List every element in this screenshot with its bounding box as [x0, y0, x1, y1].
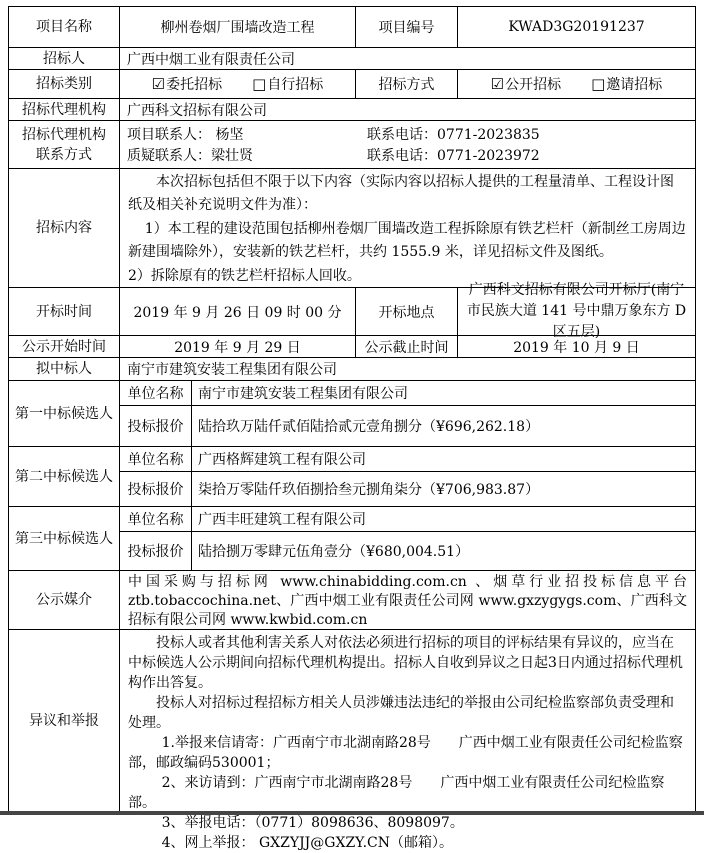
project-no-value: KWAD3G20191237: [457, 7, 695, 47]
project-name-label: 项目名称: [36, 19, 92, 35]
bid-price-label: 投标报价: [120, 532, 192, 570]
row-publicity-media: [9, 570, 695, 629]
category-option-label: 委托招标: [166, 77, 223, 93]
method-option-label: 邀请招标: [606, 77, 663, 93]
objection-value: [119, 630, 695, 851]
row-publicity: [9, 335, 695, 357]
candidate-3-price-row: [120, 531, 695, 570]
row-candidate-1: [9, 380, 695, 446]
publicity-start-label: 公示开始时间: [22, 338, 106, 355]
candidate-2-details: [119, 447, 695, 506]
publicity-media-label: 公示媒介: [36, 592, 92, 608]
opening-time-value: 2019 年 9 月 26 日 09 时 00 分: [119, 288, 355, 335]
row-tenderee: [9, 47, 695, 69]
row-candidate-3: [9, 506, 695, 570]
candidate-3-rank: 第三中标候选人: [15, 530, 113, 547]
row-candidate-2: [9, 446, 695, 506]
candidate-1-rank: 第一中标候选人: [15, 405, 113, 422]
unit-name-label: 单位名称: [120, 507, 192, 531]
tender-content-para3: 2）拆除原有的铁艺栏杆招标人回收。: [128, 267, 361, 284]
row-agency-contact: [9, 120, 695, 168]
publicity-end-label: 公示截止时间: [355, 336, 457, 357]
row-project: [9, 7, 695, 47]
objection-para1: 投标人或者其他利害关系人对依法必须进行招标的项目的评标结果有异议的，应当在中标候选人公示期间向招标代理机构提出。招标人自收到异议之日起3日内通过招标代理机构作出答复。: [128, 635, 683, 691]
row-bid-opening: [9, 282, 695, 340]
publicity-end-value: 2019 年 10 月 9 日: [457, 336, 695, 357]
project-name-value: 柳州卷烟厂围墙改造工程: [119, 7, 355, 47]
candidate-2-unit-value: 广西格辉建筑工程有限公司: [198, 452, 366, 468]
agency-contact-label-line2: 联系方式: [36, 146, 92, 163]
objection-item1: 1.举报来信请寄：广西南宁市北湖南路28号 广西中烟工业有限责任公司纪检监察部，邮政编码530001；: [128, 735, 683, 771]
candidate-3-price-value: 陆拾捌万零肆元伍角壹分（¥680,004.51）: [198, 544, 470, 560]
candidate-1-details: [119, 381, 695, 446]
project-contact-person: 项目联系人： 杨坚: [127, 126, 244, 143]
opening-time-label: 开标时间: [36, 303, 92, 320]
agency-contact-label-line1: 招标代理机构: [22, 126, 106, 143]
method-label: 招标方式: [355, 70, 457, 98]
bid-price-label: 投标报价: [120, 472, 192, 506]
tenderee-value: 广西中烟工业有限责任公司: [119, 48, 695, 69]
opening-place-label: 开标地点: [355, 288, 457, 335]
row-category: [9, 69, 695, 98]
tenderee-label: 招标人: [43, 50, 85, 67]
candidate-3-unit-row: [120, 507, 695, 531]
proposed-winner-value: 南宁市建筑安装工程集团有限公司: [119, 358, 695, 380]
candidate-2-rank: 第二中标候选人: [15, 468, 113, 485]
method-options: [457, 70, 695, 98]
project-no-label: 项目编号: [355, 7, 457, 47]
agency-contact-label: [9, 121, 119, 168]
candidate-1-unit-value: 南宁市建筑安装工程集团有限公司: [198, 386, 408, 402]
unit-name-label: 单位名称: [120, 447, 192, 471]
inquiry-contact-person: 质疑联系人：梁壮贤: [127, 148, 253, 165]
proposed-winner-label: 拟中标人: [36, 361, 92, 377]
agency-label: 招标代理机构: [22, 101, 106, 118]
objection-para2: 投标人对招标过程招标方相关人员涉嫌违法违纪的举报由公司纪检监察部负责受理和处理。: [128, 695, 674, 731]
contact-line-inquiry: [120, 145, 695, 167]
row-agency: [9, 98, 695, 120]
method-option-label: 公开招标: [505, 77, 562, 93]
agency-value: 广西科文招标有限公司: [119, 99, 695, 120]
objection-label: 异议和举报: [29, 712, 99, 729]
candidate-3-details: [119, 507, 695, 570]
row-tender-content: [9, 168, 695, 287]
objection-item4: 4、网上举报： GXZYJJ@GXZY.CN（邮箱）。: [161, 835, 454, 851]
inquiry-contact-phone: 联系电话：0771-2023972: [367, 148, 540, 165]
tender-content-para2: 1）本工程的建设范围包括柳州卷烟厂围墙改造工程拆除原有铁艺栏杆（新制丝工房周边新建围墙除外），安装新的铁艺栏杆，共约 1555.9 米，详见招标文件及图纸。: [128, 220, 686, 261]
candidate-3-unit-value: 广西丰旺建筑工程有限公司: [198, 512, 366, 528]
project-contact-phone: 联系电话：0771-2023835: [367, 126, 540, 143]
candidate-2-price-row: [120, 471, 695, 506]
checkbox-unchecked-icon: □: [591, 74, 606, 93]
category-option-self: [252, 74, 323, 94]
tender-content-para1: 本次招标包括但不限于以下内容（实际内容以招标人提供的工程量清单、工程设计图纸及相关补充说明文件为准）：: [128, 174, 674, 214]
publicity-media-value: 中国采购与招标网 www.chinabidding.com.cn 、烟草行业招投标信息平台 ztb.tobaccochina.net、广西中烟工业有限责任公司网 www.gxzygygs.com、广西科文招标有限公司网 www.kwbid.com.cn: [119, 571, 695, 629]
agency-contact-value: [119, 121, 695, 168]
candidate-1-unit-row: [120, 381, 695, 405]
publicity-start-value: 2019 年 9 月 29 日: [119, 336, 355, 357]
candidate-2-unit-row: [120, 447, 695, 471]
category-label: 招标类别: [36, 76, 92, 92]
tender-content-label: 招标内容: [36, 220, 92, 236]
unit-name-label: 单位名称: [120, 381, 192, 405]
row-objection: [9, 629, 695, 851]
tender-content-value: [119, 169, 695, 287]
category-option-delegated: [152, 74, 222, 94]
category-option-label: 自行招标: [267, 77, 324, 93]
method-option-open: [491, 74, 561, 94]
category-options: [119, 70, 355, 98]
checkbox-checked-icon: ☑: [151, 74, 166, 93]
candidate-2-price-value: 柒拾万零陆仟玖佰捌拾叁元捌角柒分（¥706,983.87）: [198, 482, 540, 498]
opening-place-value: 广西科文招标有限公司开标厅(南宁市民族大道 141 号中鼎万象东方 D 区五层): [457, 288, 695, 335]
checkbox-checked-icon: ☑: [490, 74, 505, 93]
candidate-1-price-value: 陆拾玖万陆仟贰佰陆拾贰元壹角捌分（¥696,262.18）: [198, 419, 540, 435]
method-option-invite: [591, 74, 662, 94]
objection-item3: 3、举报电话：（0771）8098636、8098097。: [161, 815, 464, 831]
tender-result-table: [8, 6, 696, 851]
checkbox-unchecked-icon: □: [252, 74, 267, 93]
objection-item2: 2、来访请到：广西南宁市北湖南路28号 广西中烟工业有限责任公司纪检监察部。: [128, 775, 665, 811]
candidate-1-price-row: [120, 405, 695, 446]
bid-price-label: 投标报价: [120, 406, 192, 446]
bottom-window-edge: [0, 811, 704, 815]
contact-line-project: [120, 123, 695, 145]
row-proposed-winner: [9, 357, 695, 380]
